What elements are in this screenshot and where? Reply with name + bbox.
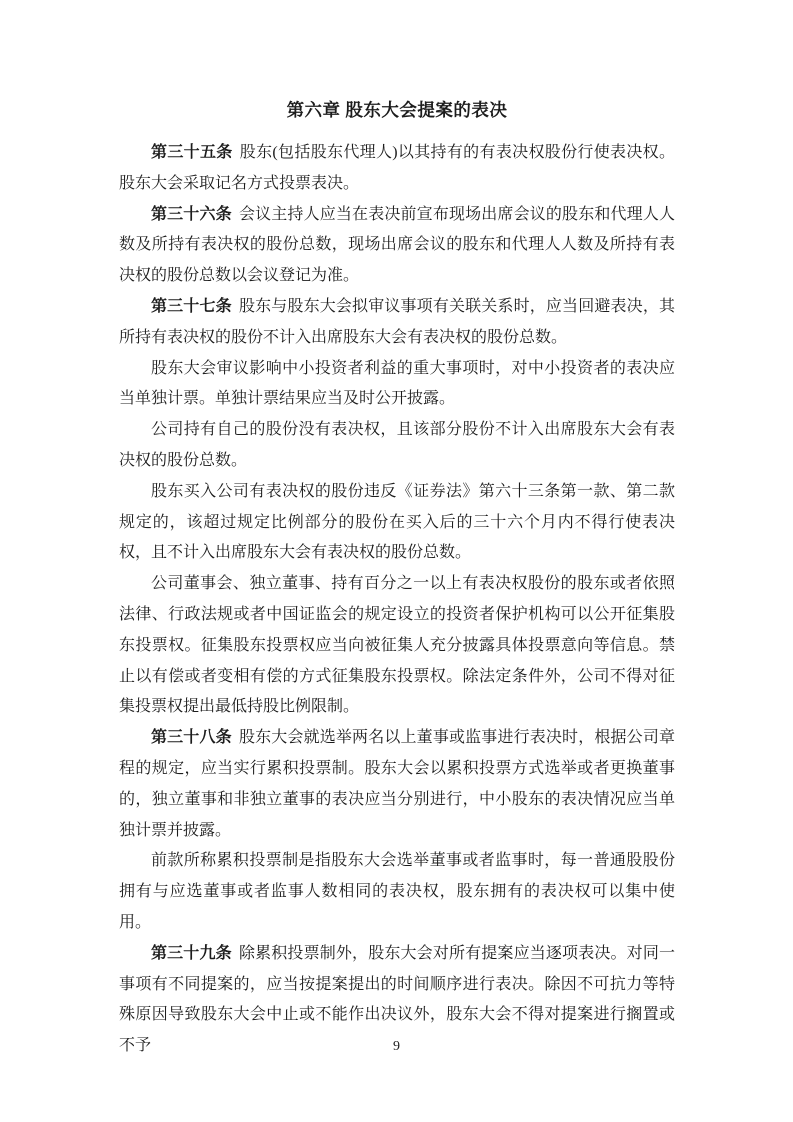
paragraph [119, 569, 675, 723]
paragraph [119, 138, 675, 200]
paragraph-text: 股东与股东大会拟审议事项有关联关系时，应当回避表决，其所持有表决权的股份不计入出席股东大会有表决权的股份总数。 [119, 297, 675, 346]
paragraph [119, 354, 675, 416]
article-number-label: 第三十六条 [151, 205, 232, 223]
paragraph [119, 477, 675, 569]
paragraph [119, 415, 675, 477]
article-number-label: 第三十七条 [151, 297, 232, 315]
paragraph-text: 公司董事会、独立董事、持有百分之一以上有表决权股份的股东或者依照法律、行政法规或者中国证监会的规定设立的投资者保护机构可以公开征集股东投票权。征集股东投票权应当向被征集人充分披露具体投票意向等信息。禁止以有偿或者变相有偿的方式征集股东投票权。除法定条件外，公司不得对征集投票权提出最低持股比例限制。 [119, 575, 675, 716]
paragraph-text: 公司持有自己的股份没有表决权，且该部分股份不计入出席股东大会有表决权的股份总数。 [119, 421, 675, 469]
paragraph-list [119, 138, 675, 1062]
article-number-label: 第三十八条 [151, 729, 232, 747]
paragraph [119, 723, 675, 846]
paragraph-text: 前款所称累积投票制是指股东大会选举董事或者监事时，每一普通股股份拥有与应选董事或者监事人数相同的表决权，股东拥有的表决权可以集中使用。 [119, 852, 675, 931]
paragraph-text: 除累积投票制外，股东大会对所有提案应当逐项表决。对同一事项有不同提案的，应当按提案提出的时间顺序进行表决。除因不可抗力等特殊原因导致股东大会中止或不能作出决议外，股东大会不得对提案进行搁置或不予 [119, 944, 675, 1055]
chapter-title: 第六章 股东大会提案的表决 [286, 100, 508, 120]
document-content [119, 98, 675, 1062]
paragraph-text: 股东买入公司有表决权的股份违反《证券法》第六十三条第一款、第二款规定的，该超过规定比例部分的股份在买入后的三十六个月内不得行使表决权，且不计入出席股东大会有表决权的股份总数。 [119, 482, 675, 562]
paragraph-text: 股东大会就选举两名以上董事或监事进行表决时，根据公司章程的规定，应当实行累积投票制。股东大会以累积投票方式选举或者更换董事的，独立董事和非独立董事的表决应当分别进行，中小股东的表决情况应当单独计票并披露。 [119, 729, 675, 839]
article-number-label: 第三十九条 [151, 944, 232, 962]
page-number: 9 [393, 1039, 400, 1054]
paragraph-text: 股东大会审议影响中小投资者利益的重大事项时，对中小投资者的表决应当单独计票。单独计票结果应当及时公开披露。 [119, 359, 675, 408]
paragraph-text: 股东(包括股东代理人)以其持有的有表决权股份行使表决权。股东大会采取记名方式投票表决。 [119, 144, 675, 192]
article-number-label: 第三十五条 [151, 144, 233, 161]
paragraph [119, 292, 675, 354]
paragraph [119, 846, 675, 938]
paragraph-text: 会议主持人应当在表决前宣布现场出席会议的股东和代理人人数及所持有表决权的股份总数，现场出席会议的股东和代理人人数及所持有表决权的股份总数以会议登记为准。 [119, 205, 675, 285]
paragraph [119, 200, 675, 292]
